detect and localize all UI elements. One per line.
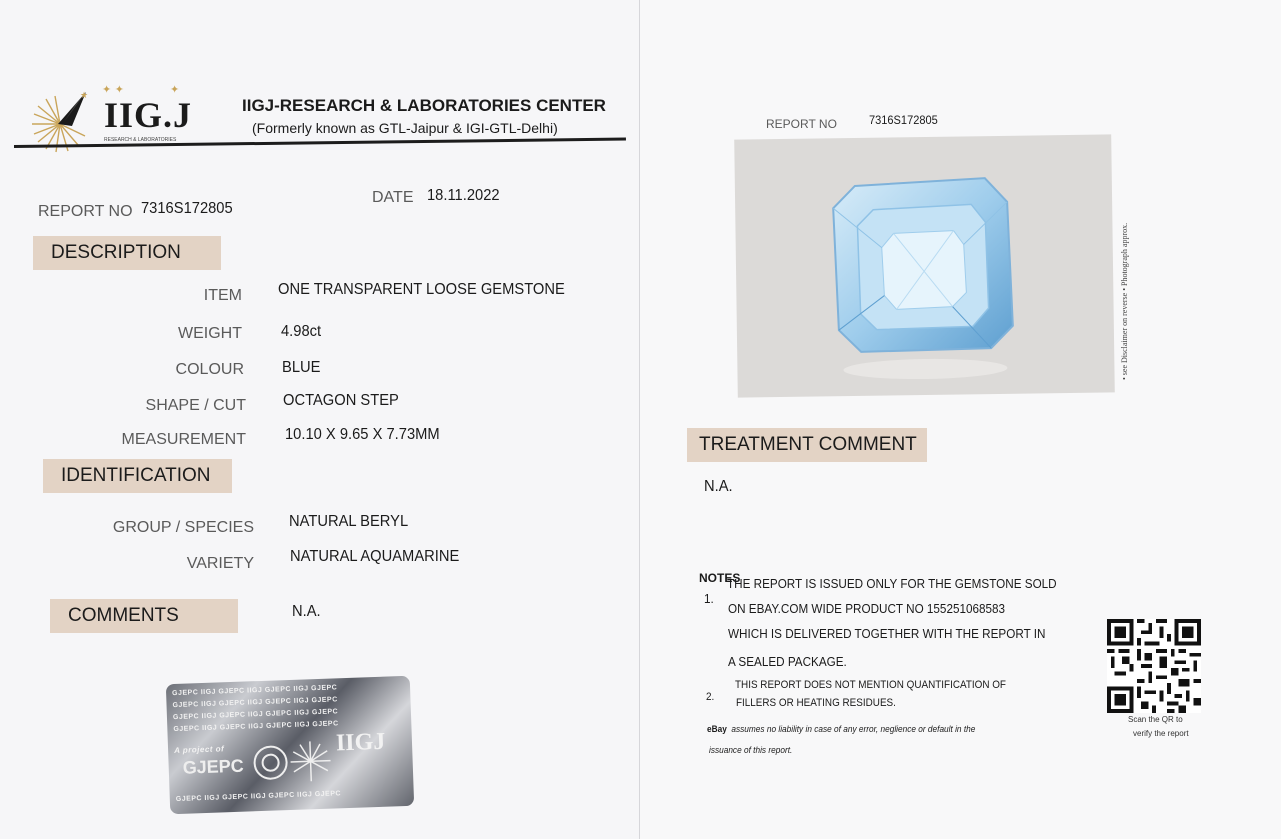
note2-line1: THIS REPORT DOES NOT MENTION QUANTIFICATION OF bbox=[735, 679, 1006, 691]
colour-value: BLUE bbox=[282, 359, 321, 376]
comments-heading: COMMENTS bbox=[50, 599, 238, 633]
lab-former-name: (Formerly known as GTL-Jaipur & IGI-GTL-Delhi) bbox=[252, 120, 558, 136]
svg-text:✦ ✦: ✦ ✦ bbox=[102, 83, 124, 96]
variety-label: VARIETY bbox=[186, 555, 254, 572]
ebay-disclaimer-text: assumes no liability in case of any error, neglience or default in the bbox=[731, 724, 976, 734]
photo-disclaimer: • see Disclaimer on reverse • Photograph approx. bbox=[1120, 222, 1129, 380]
aquamarine-gem-icon bbox=[734, 134, 1115, 397]
lab-name: IIGJ-RESEARCH & LABORATORIES CENTER bbox=[242, 96, 606, 115]
ebay-disclaimer-line2: issuance of this report. bbox=[709, 745, 793, 755]
measurement-value: 10.10 X 9.65 X 7.73MM bbox=[285, 426, 440, 443]
note1-line4: A SEALED PACKAGE. bbox=[728, 654, 847, 669]
group-species-label: GROUP / SPECIES bbox=[112, 519, 254, 536]
comments-value: N.A. bbox=[292, 603, 321, 620]
certificate-right-page bbox=[640, 0, 1281, 839]
shape-cut-value: OCTAGON STEP bbox=[283, 392, 399, 409]
ebay-disclaimer-line1 bbox=[707, 724, 975, 734]
security-hologram bbox=[166, 676, 414, 814]
qr-code-icon[interactable] bbox=[1107, 619, 1201, 713]
logo-subtitle: RESEARCH & LABORATORIES bbox=[104, 137, 177, 143]
hologram-pattern-row: GJEPC IIGJ GJEPC IIGJ GJEPC IIGJ GJEPC bbox=[172, 696, 338, 710]
certificate-left-page bbox=[0, 0, 640, 839]
report-no-label-right: REPORT NO bbox=[766, 117, 837, 131]
item-label: ITEM bbox=[203, 287, 242, 304]
hologram-emblem-icon bbox=[252, 741, 333, 786]
report-no-value: 7316S172805 bbox=[141, 200, 233, 217]
weight-value: 4.98ct bbox=[281, 323, 322, 340]
hologram-project-text: A project of bbox=[173, 744, 225, 756]
hologram-iigj-logo: IIGJ bbox=[335, 728, 386, 757]
report-no-label: REPORT NO bbox=[38, 203, 133, 220]
shape-cut-label: SHAPE / CUT bbox=[145, 397, 246, 414]
group-species-value: NATURAL BERYL bbox=[289, 513, 409, 530]
hologram-pattern-row: GJEPC IIGJ GJEPC IIGJ GJEPC IIGJ GJEPC bbox=[173, 720, 339, 734]
note1-line1: THE REPORT IS ISSUED ONLY FOR THE GEMSTONE SOLD bbox=[727, 576, 1057, 591]
note1-line2: ON EBAY.COM WIDE PRODUCT NO 155251068583 bbox=[728, 601, 1006, 616]
hologram-gjepc: GJEPC bbox=[182, 755, 245, 778]
report-no-value-right: 7316S172805 bbox=[869, 113, 938, 127]
gemstone-photo bbox=[734, 134, 1115, 397]
variety-value: NATURAL AQUAMARINE bbox=[290, 548, 460, 565]
logo-wordmark: IIG.J bbox=[104, 95, 193, 135]
hologram-pattern-row: GJEPC IIGJ GJEPC IIGJ GJEPC IIGJ GJEPC bbox=[172, 684, 338, 698]
item-value: ONE TRANSPARENT LOOSE GEMSTONE bbox=[278, 281, 565, 298]
hologram-pattern-row: GJEPC IIGJ GJEPC IIGJ GJEPC IIGJ GJEPC bbox=[172, 708, 339, 722]
weight-label: WEIGHT bbox=[178, 325, 242, 342]
note2-line2: FILLERS OR HEATING RESIDUES. bbox=[736, 697, 896, 709]
treatment-comment-value: N.A. bbox=[704, 478, 733, 495]
description-heading: DESCRIPTION bbox=[33, 236, 221, 270]
date-value: 18.11.2022 bbox=[427, 187, 500, 204]
date-label: DATE bbox=[372, 189, 414, 206]
treatment-comment-heading: TREATMENT COMMENT bbox=[687, 428, 927, 462]
qr-caption-line1: Scan the QR to bbox=[1128, 715, 1183, 724]
colour-label: COLOUR bbox=[175, 361, 244, 378]
note1-line3: WHICH IS DELIVERED TOGETHER WITH THE REPORT IN bbox=[728, 626, 1046, 641]
qr-caption-line2: verify the report bbox=[1133, 729, 1189, 738]
svg-text:★: ★ bbox=[80, 91, 89, 101]
identification-heading: IDENTIFICATION bbox=[43, 459, 232, 493]
measurement-label: MEASUREMENT bbox=[121, 431, 246, 448]
hologram-pattern-row: GJEPC IIGJ GJEPC IIGJ GJEPC IIGJ GJEPC bbox=[175, 790, 342, 804]
note2-number: 2. bbox=[706, 691, 715, 703]
svg-text:✦: ✦ bbox=[170, 83, 180, 96]
notes-heading: NOTES bbox=[699, 571, 741, 585]
ebay-brand: eBay bbox=[707, 724, 727, 734]
note1-number: 1. bbox=[704, 591, 714, 606]
